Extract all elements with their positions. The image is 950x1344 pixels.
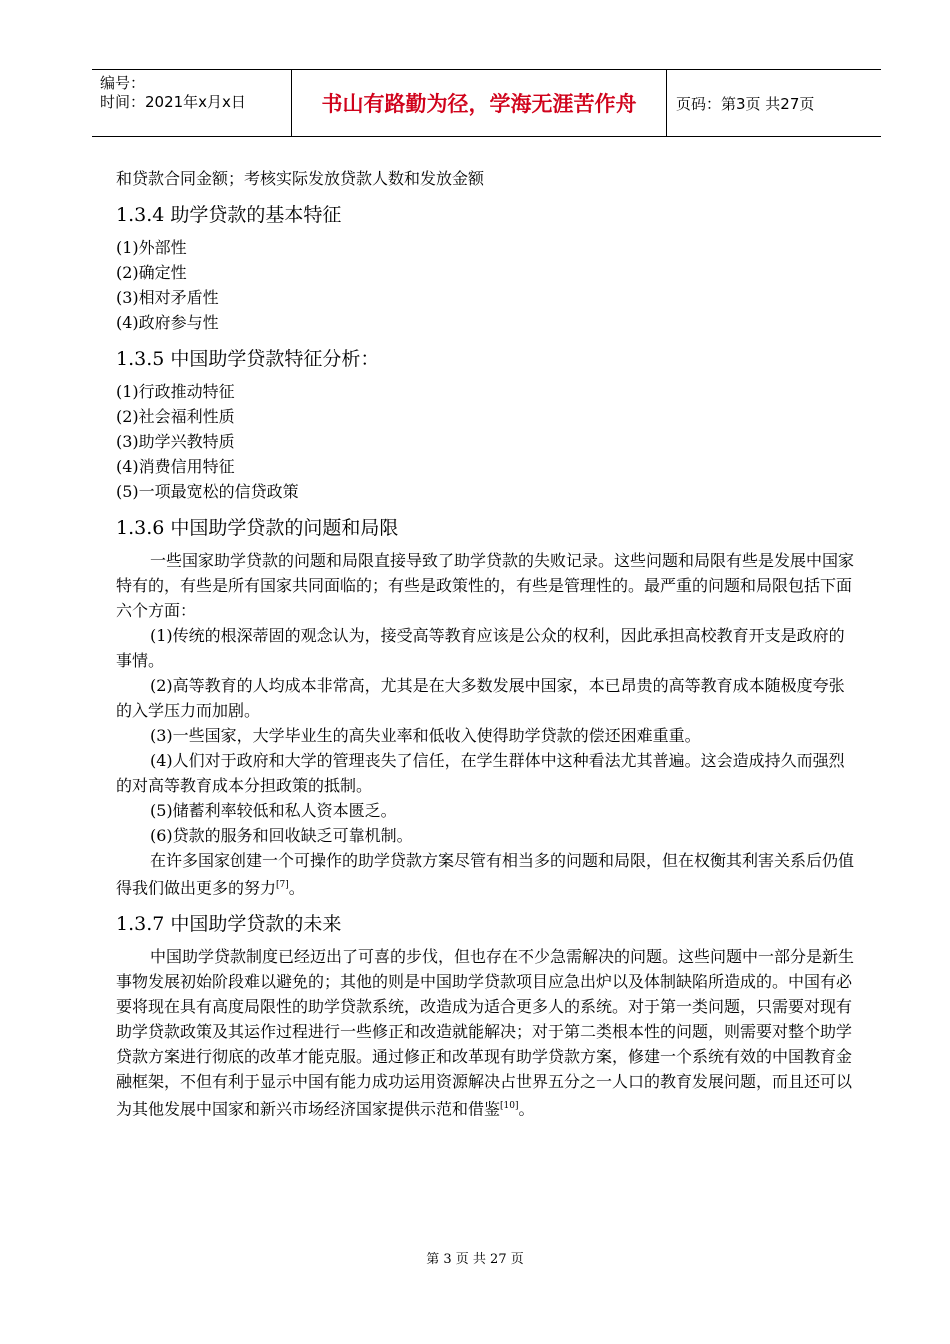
paragraph [116,944,860,1121]
header-date: 时间：2021年x月x日 [100,93,246,111]
list-item: (4)政府参与性 [116,313,219,332]
list-item: (5)一项最宽松的信贷政策 [116,482,299,501]
list-item: (2)确定性 [116,263,187,282]
problem-item: (6)贷款的服务和回收缺乏可靠机制。 [150,826,413,845]
list-1-3-4 [116,235,860,335]
header-number: 编号： [100,74,146,92]
period: 。 [518,1099,535,1119]
problem-item: (1)传统的根深蒂固的观念认为，接受高等教育应该是公众的权利，因此承担高校教育开支是政府的事情。 [116,626,845,670]
paragraph-text: 在许多国家创建一个可操作的助学贷款方案尽管有相当多的问题和局限，但在权衡其利害关系后仍值得我们做出更多的努力 [116,851,855,898]
period: 。 [288,878,305,898]
page-header [92,69,881,137]
section-heading-1-3-4: 1.3.4 助学贷款的基本特征 [116,204,342,226]
list-1-3-5 [116,379,860,504]
paragraph: 一些国家助学贷款的问题和局限直接导致了助学贷款的失败记录。这些问题和局限有些是发展中国家特有的，有些是所有国家共同面临的；有些是政策性的，有些是管理性的。最严重的问题和局限包括下面六个方面： [116,551,855,620]
page-footer: 第 3 页 共 27 页 [426,1252,524,1267]
list-item: (2)社会福利性质 [116,407,235,426]
list-item: (3)相对矛盾性 [116,288,219,307]
section-heading-1-3-5: 1.3.5 中国助学贷款特征分析： [116,348,380,370]
header-motto: 书山有路勤为径，学海无涯苦作舟 [292,70,667,136]
paragraph-text: 中国助学贷款制度已经迈出了可喜的步伐，但也存在不少急需解决的问题。这些问题中一部分是新生事物发展初始阶段难以避免的；其他的则是中国助学贷款项目应急出炉以及体制缺陷所造成的。中国有必要将现在具有高度局限性的助学贷款系统，改造成为适合更多人的系统。对于第一类问题，只需要对现有助学贷款政策及其运作过程进行一些修正和改造就能解决；对于第二类根本性的问题，则需要对整个助学贷款方案进行彻底的改革才能克服。通过修正和改革现有助学贷款方案，修建一个系统有效的中国教育金融框架，不但有利于显示中国有能力成功运用资源解决占世界五分之一人口的教育发展问题，而且还可以为其他发展中国家和新兴市场经济国家提供示范和借鉴 [116,947,855,1119]
list-item: (3)助学兴教特质 [116,432,235,451]
section-heading-1-3-7: 1.3.7 中国助学贷款的未来 [116,913,342,936]
citation-ref: [7] [276,880,289,890]
problem-item: (2)高等教育的人均成本非常高，尤其是在大多数发展中国家，本已昂贵的高等教育成本随极度夸张的入学压力而加剧。 [116,676,845,720]
document-body [116,166,860,1122]
header-meta [92,70,292,136]
problem-item: (5)储蓄利率较低和私人资本匮乏。 [150,801,397,820]
paragraph [116,848,860,900]
list-item: (1)行政推动特征 [116,382,235,401]
citation-ref: [10] [500,1101,519,1112]
header-page-number: 页码：第3页 共27页 [676,94,815,113]
problem-item: (4)人们对于政府和大学的管理丧失了信任，在学生群体中这种看法尤其普遍。这会造成持久而强烈的对高等教育成本分担政策的抵制。 [116,751,845,795]
problem-item: (3)一些国家，大学毕业生的高失业率和低收入使得助学贷款的偿还困难重重。 [150,726,701,745]
section-heading-1-3-6: 1.3.6 中国助学贷款的问题和局限 [116,517,399,539]
list-item: (4)消费信用特征 [116,457,235,476]
list-item: (1)外部性 [116,238,187,257]
intro-line: 和贷款合同金额；考核实际发放贷款人数和发放金额 [116,169,485,188]
